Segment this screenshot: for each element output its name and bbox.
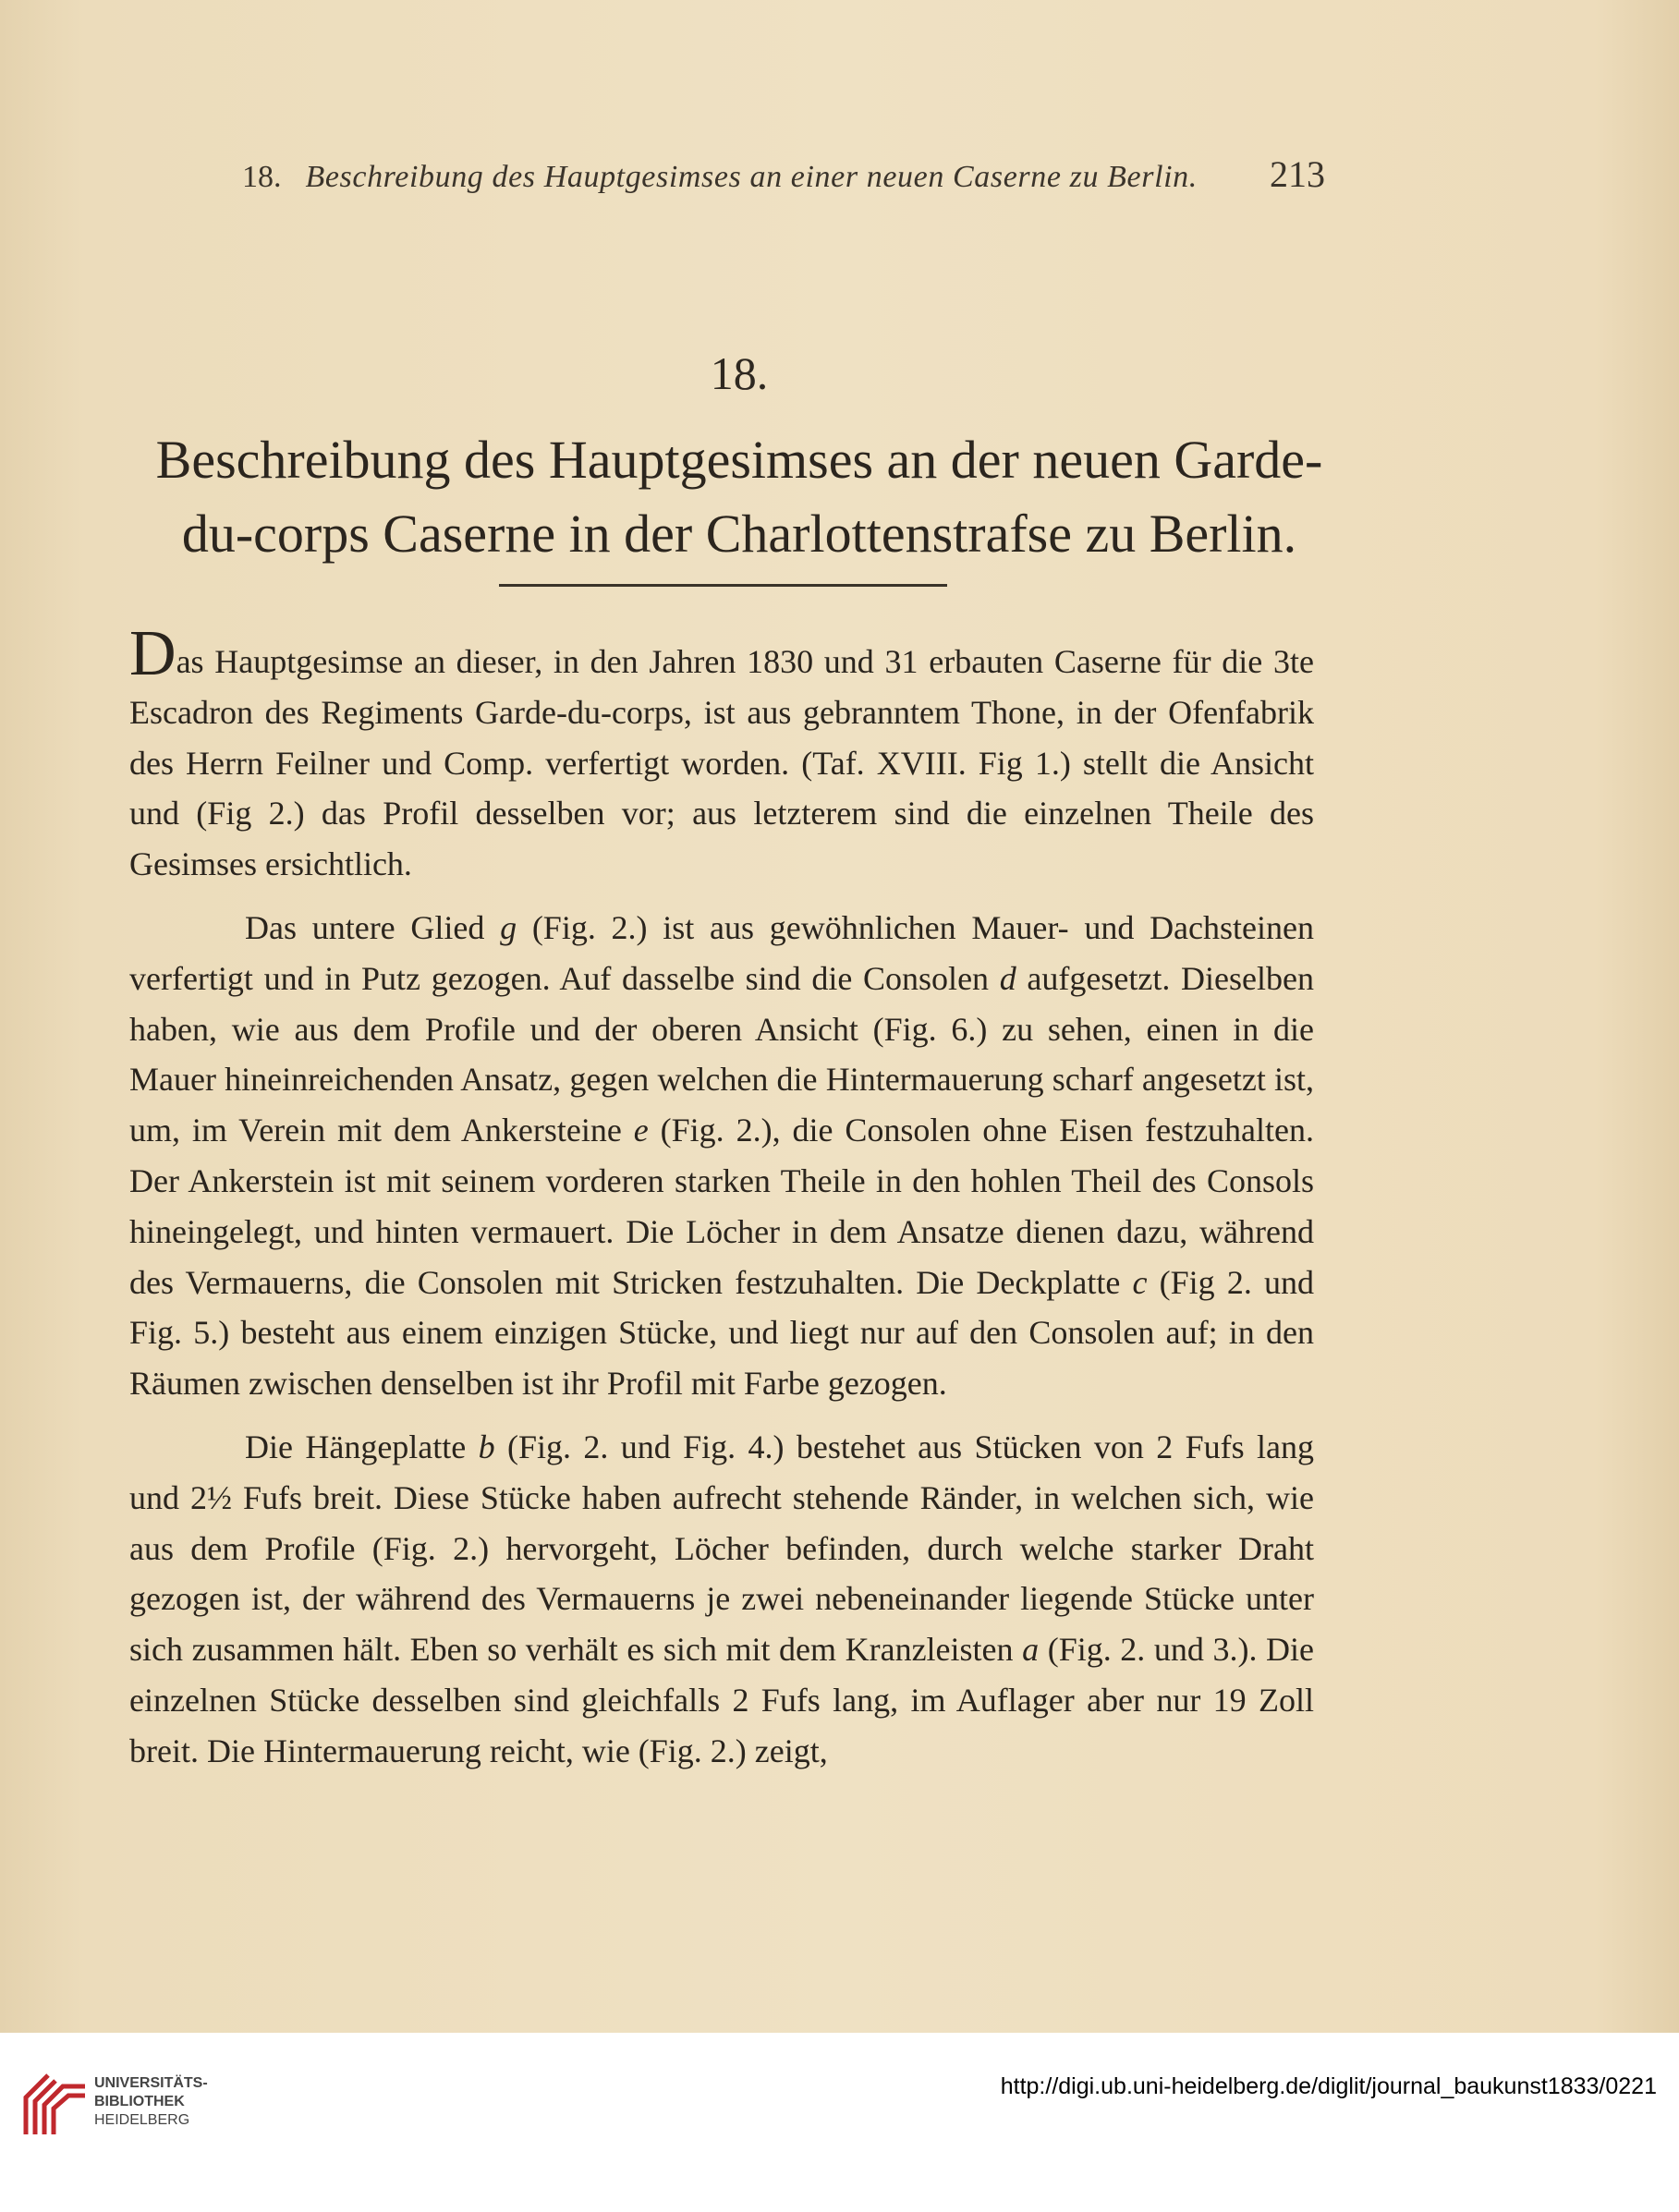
header-section-number: 18. <box>242 160 282 194</box>
section-title-line-2: du-corps Caserne in der Charlottenstrafse zu Berlin. <box>181 504 1297 564</box>
permalink-url[interactable]: http://digi.ub.uni-heidelberg.de/diglit/journal_baukunst1833/0221 <box>1000 2073 1657 2099</box>
university-library-logo-icon <box>20 2070 91 2140</box>
library-name <box>94 2074 208 2130</box>
italic-letter: c <box>1132 1263 1148 1301</box>
body-text <box>129 618 1315 1790</box>
text-run: aufgesetzt. Dieselben haben, wie aus dem Profile und der oberen Ansicht (Fig. 6.) zu sehen, einen in die Mauer hineinreichenden Ansatz, gegen welchen die Hintermauerung scharf angesetzt ist, um, im Verein mit dem Ankersteine <box>129 959 1314 1149</box>
section-title-line-1: Beschreibung des Hauptgesimses an der neuen Garde- <box>155 430 1323 490</box>
text-run: (Fig. 2.), die Consolen ohne Eisen festzuhalten. Der Ankerstein ist mit seinem vorderen starken Theile in den hohlen Theil des Consols hineingelegt, und hinten vermauert. Die Löcher in dem Ansatze dienen dazu, während des Vermauerns, die Consolen mit Stricken festzuhalten. Die Deckplatte <box>129 1112 1315 1301</box>
header-running-title: Beschreibung des Hauptgesimses an einer neuen Caserne zu Berlin. <box>305 160 1198 194</box>
italic-letter: e <box>633 1112 649 1149</box>
text-run: (Fig. 2. und Fig. 4.) bestehet aus Stücken von 2 Fufs lang und 2½ Fufs breit. Diese Stücke haben aufrecht stehende Ränder, in welchen sich, wie aus dem Profile (Fig. 2.) hervorgeht, Löcher befinden, durch welche starker Draht gezogen ist, der während des Vermauerns je zwei nebeneinander liegende Stücke unter sich zusammen hält. Eben so verhält es sich mit dem Kranzleisten <box>129 1428 1314 1669</box>
italic-letter: d <box>999 959 1016 997</box>
drop-cap: D <box>129 618 176 689</box>
paragraph-1 <box>129 618 1314 890</box>
text-run: (Fig. 2.) ist aus gewöhnlichen Mauer- und Dachsteinen verfertigt und in Putz gezogen. Auf dasselbe sind die Consolen <box>129 908 1314 997</box>
viewer-footer <box>0 2033 1679 2212</box>
title-divider <box>499 584 947 587</box>
section-number: 18. <box>710 347 769 399</box>
italic-letter: b <box>478 1428 495 1465</box>
text-run: (Fig 2. und Fig. 5.) besteht aus einem einzigen Stücke, und liegt nur auf den Consolen auf; in den Räumen zwischen denselben ist ihr Profil mit Farbe gezogen. <box>129 1263 1315 1403</box>
text-run: Die Hängeplatte <box>245 1428 479 1465</box>
library-name-line-3: HEIDELBERG <box>94 2112 190 2128</box>
section-title <box>120 423 1358 571</box>
italic-letter: g <box>500 908 517 946</box>
text-run: (Fig. 2. und 3.). Die einzelnen Stücke desselben sind gleichfalls 2 Fufs lang, im Auflager aber nur 19 Zoll breit. Die Hintermauerung reicht, wie (Fig. 2.) zeigt, <box>129 1631 1315 1769</box>
paragraph-2 <box>129 903 1314 1409</box>
italic-letter: a <box>1022 1631 1040 1669</box>
text-run: Das untere Glied <box>245 908 501 946</box>
library-name-line-2: BIBLIOTHEK <box>94 2094 185 2109</box>
running-header <box>242 152 1325 196</box>
paragraph-3 <box>129 1422 1314 1777</box>
paragraph-1-text: as Hauptgesimse an dieser, in den Jahren 1830 und 31 erbauten Caserne für die 3te Escadron des Regiments Garde-du-corps, ist aus gebranntem Thone, in der Ofenfabrik des Herrn Feilner und Comp. verfertigt worden. (Taf. XVIII. Fig 1.) stellt die Ansicht und (Fig 2.) das Profil desselben vor; aus letzterem sind die einzelnen Theile des Gesimses ersichtlich. <box>129 643 1314 883</box>
library-name-line-1: UNIVERSITÄTS- <box>94 2075 208 2091</box>
page-number: 213 <box>1270 153 1325 195</box>
